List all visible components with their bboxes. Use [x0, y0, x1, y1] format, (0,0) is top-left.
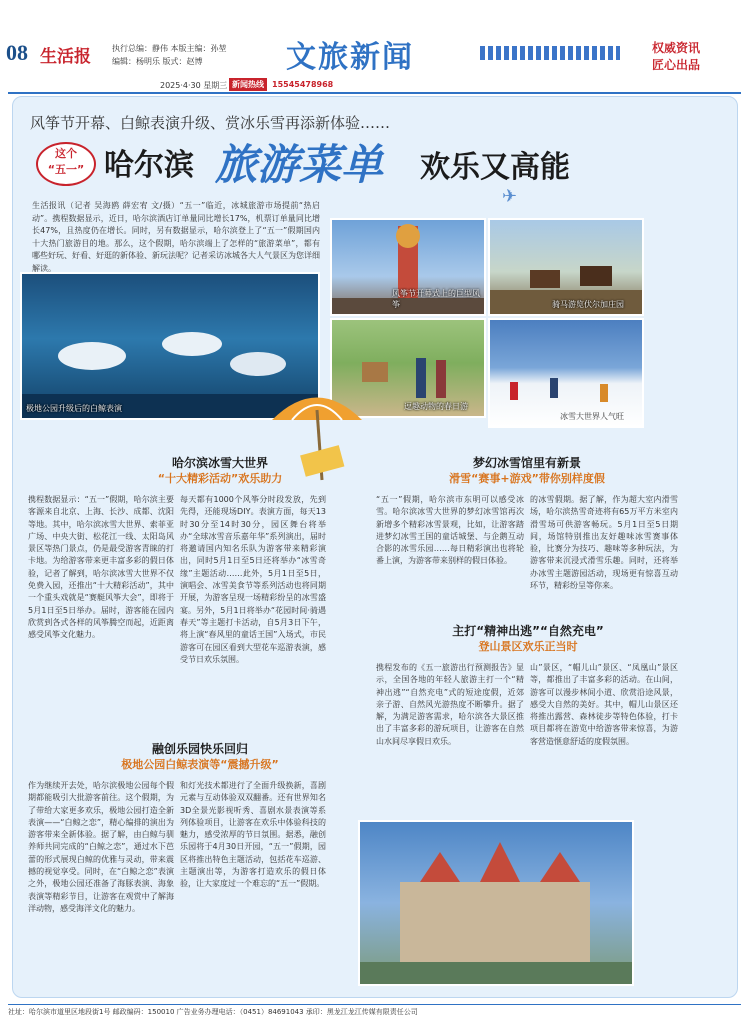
article-1-title: 哈尔滨冰雪大世界	[171, 456, 268, 470]
slogan-line-1: 权威资讯	[652, 41, 701, 55]
photo-castle	[358, 820, 634, 986]
photo-kite	[330, 218, 486, 316]
headline-badge	[36, 142, 96, 186]
slogan-line-2: 匠心出品	[652, 58, 701, 72]
page-number: 08	[6, 40, 28, 65]
intro-paragraph: 生活报讯（记者 吴海鸥 薛宏宥 文/摄）“五一”临近，冰城旅游市场提前“热启动”。携程数据显示，近日，哈尔滨酒店订单量同比增长17%，机票订单量同比增长47%，且热度仍在增长。同时，另有数据显示，哈尔滨登上了“五一”假期国内十大热门旅游目的地。那么，这个假期，哈尔滨端上了怎样的“旅游菜单”，都有哪些好玩、好看、好逛的新体验、新玩法呢？记者采访冰城各大人气景区为您详细解读。	[32, 201, 320, 273]
header-slogan	[652, 40, 700, 74]
article-4-title: 融创乐园快乐回归	[151, 742, 248, 756]
header-rule	[8, 92, 741, 94]
castle-illustration	[360, 822, 632, 984]
article-3-subtitle: 登山景区欢乐正当时	[478, 640, 578, 653]
article-2-title: 梦幻冰雪馆里有新景	[472, 456, 581, 470]
article-1-col-1: 携程数据显示：“五一”假期，哈尔滨主要客源来自北京、上海、长沙、成都、沈阳等地。其中，哈尔滨冰雪大世界、索菲亚广场、中央大街、松花江一线、太阳岛风景区等热门景点，仍是最受游客青睐的打卡地。为给游客带来更丰富多彩的假日体验，记者了解到，哈尔滨冰雪大世界不仅免费入园，还推出“十大精彩活动”，其中一个重头戏就是“赛艇风筝大会”，即将于5月1日至5日举办。届时，游客能在园内欣赏到各式各样的风筝腾空而起，近距离感受风筝文化魅力。	[28, 495, 174, 640]
header-stripes	[480, 46, 620, 60]
badge-line-1: 这个	[55, 147, 77, 160]
article-4-col-2: 和灯光技术都进行了全面升级换新，喜剧元素与互动体验双双翻番。还有世界知名3D全景光影视听秀、喜剧水景表演等系列体验项目，让游客在欢乐中体验科技的魅力，感受浓厚的节日氛围。据悉，融创乐园将于4月30日开园，“五一”假期，园区将推出特色主题活动，包括花车巡游、主题演出等，为游客打造欢乐的假日体验，让大家度过一个难忘的“五一”假期。	[180, 781, 326, 889]
article-4-col-1: 作为继续开去处，哈尔滨极地公园每个假期都能吸引大批游客前往。这个假期，为了带给大家更多欢乐，极地公园打造全新表演——“白鲸之恋”，精心编排的演出为游客带来全新体验。据了解，由白鲸与驯养师共同完成的“白鲸之恋”，通过水下芭蕾的形式展现白鲸的优雅与灵动，带来震撼的视觉享受。同时，在“白鲸之恋”表演之外，极地公园还准备了海豚表演、海象表演等精彩节目，让游客在观赏中了解海洋动物，感受海洋文化的魅力。	[28, 781, 174, 913]
paper-logo: 生活报	[40, 47, 91, 67]
footer-info: 社址：哈尔滨市道里区地段街1号 邮政编码：150010 广告业务办理电话：（0451）84691043 承印：黑龙江龙江传媒有限责任公司	[8, 1004, 741, 1017]
paper-plane-icon: ✈	[502, 186, 518, 207]
section-title: 文旅新闻	[286, 40, 414, 75]
headline-part-1: 哈尔滨	[104, 148, 194, 183]
caption-kite: 风筝节开幕式上的巨型风筝	[392, 289, 480, 309]
article-3-col-2: 山”景区，“帽儿山”景区、“凤凰山”景区等，都推出了丰富多彩的活动。在山间，游客可以漫步林间小道、欣赏沿途风景，感受大自然的美好。其中，帽儿山景区还将推出露营、森林徒步等特色体验，打卡项目都将在游览中给游客带来惊喜，为游客营造惬意舒适的度假氛围。	[530, 663, 678, 746]
article-3-col-1: 携程发布的《五一旅游出行预测报告》显示，全国各地的年轻人旅游主打一个“精神出逃”“自然充电”式的短途度假，近郊亲子游、自然风光游热度不断攀升。据了解，为满足游客需求，哈尔滨各大景区推出了丰富多彩的游玩项目，让游客在自然山水间尽享假日欢乐。	[376, 663, 524, 746]
caption-snow: 冰雪大世界人气旺	[560, 412, 624, 421]
photo-snow	[488, 318, 644, 428]
article-2-col-1: “五一”假期，哈尔滨市东明可以感受冰雪。哈尔滨冰雪大世界的梦幻冰雪馆再次新增多个精彩冰雪景观，比如，让游客踏进梦幻冰雪王国的童话城堡、与企鹅互动合影的冰雪乐园……每日精彩演出也将轮番上演，为游客带来别样的假日体验。	[376, 495, 524, 566]
article-2-subtitle: 滑雪“赛事+游戏”带你别样度假	[449, 472, 605, 485]
article-3-title: 主打“精神出逃”“自然充电”	[452, 624, 604, 638]
caption-deer: 逗趣动物的春日游	[404, 402, 468, 411]
caption-horse: 骑马游览伏尔加庄园	[552, 300, 624, 309]
hotline-number: 15545478968	[272, 80, 334, 89]
headline-part-2: 旅游菜单	[215, 140, 384, 189]
photo-horse	[488, 218, 644, 316]
article-1-subtitle: “十大精彩活动”欢乐助力	[157, 472, 283, 485]
hotline-label: 新闻热线	[229, 78, 267, 91]
article-1-col-2: 每天都有1000个风筝分时段发放，先到先得，还能现场DIY。表演方面，每天13时30分至14时30分，园区舞台将举办“全球冰雪音乐嘉年华”系列演出，届时将邀请国内知名乐队为游客带来精彩演出，同时5月1日至5日还将举办“冰雪奇缘”主题活动……此外，5月1日至5日，演唱会、冰雪美食节等系列活动也将同期开展，为游客呈现一场精彩纷呈的冰雪盛宴。另外，5月1日将举办“花园时间·骑遇春天”等主题打卡活动，自5月3日下午，将上演“春风里的童话王国”入场式，市民游客可在园区看到大型花车巡游表演，感受节日欢乐氛围。	[180, 495, 326, 664]
staff-line-2: 编辑：杨明乐 版式：赵博	[112, 57, 203, 66]
staff-info	[112, 42, 227, 68]
headline-part-3: 欢乐又高能	[420, 150, 570, 185]
subheadline: 风筝节开幕、白鲸表演升级、赏冰乐雪再添新体验……	[30, 114, 391, 132]
article-4-subtitle: 极地公园白鲸表演等“震撼升级”	[121, 758, 279, 771]
issue-date: 2025·4·30 星期三	[160, 81, 228, 90]
article-2-col-2: 的冰雪假期。据了解，作为超大室内滑雪场，哈尔滨热雪奇迹将有65万平方米室内滑雪场可供游客畅玩。5月1日至5日期间，场馆特别推出友好趣味冰雪赛事体验，比赛分为技巧、趣味等多种玩法，为游客带来沉浸式滑雪乐趣。同时，还将举办冰雪主题游园活动，现场更有惊喜互动环节，精彩纷呈等你来。	[530, 495, 678, 591]
caption-beluga: 极地公园升级后的白鲸表演	[26, 404, 122, 413]
staff-line-1: 执行总编：静伟 本版主编：孙堃	[112, 44, 227, 53]
badge-line-2: “五一”	[47, 163, 85, 176]
